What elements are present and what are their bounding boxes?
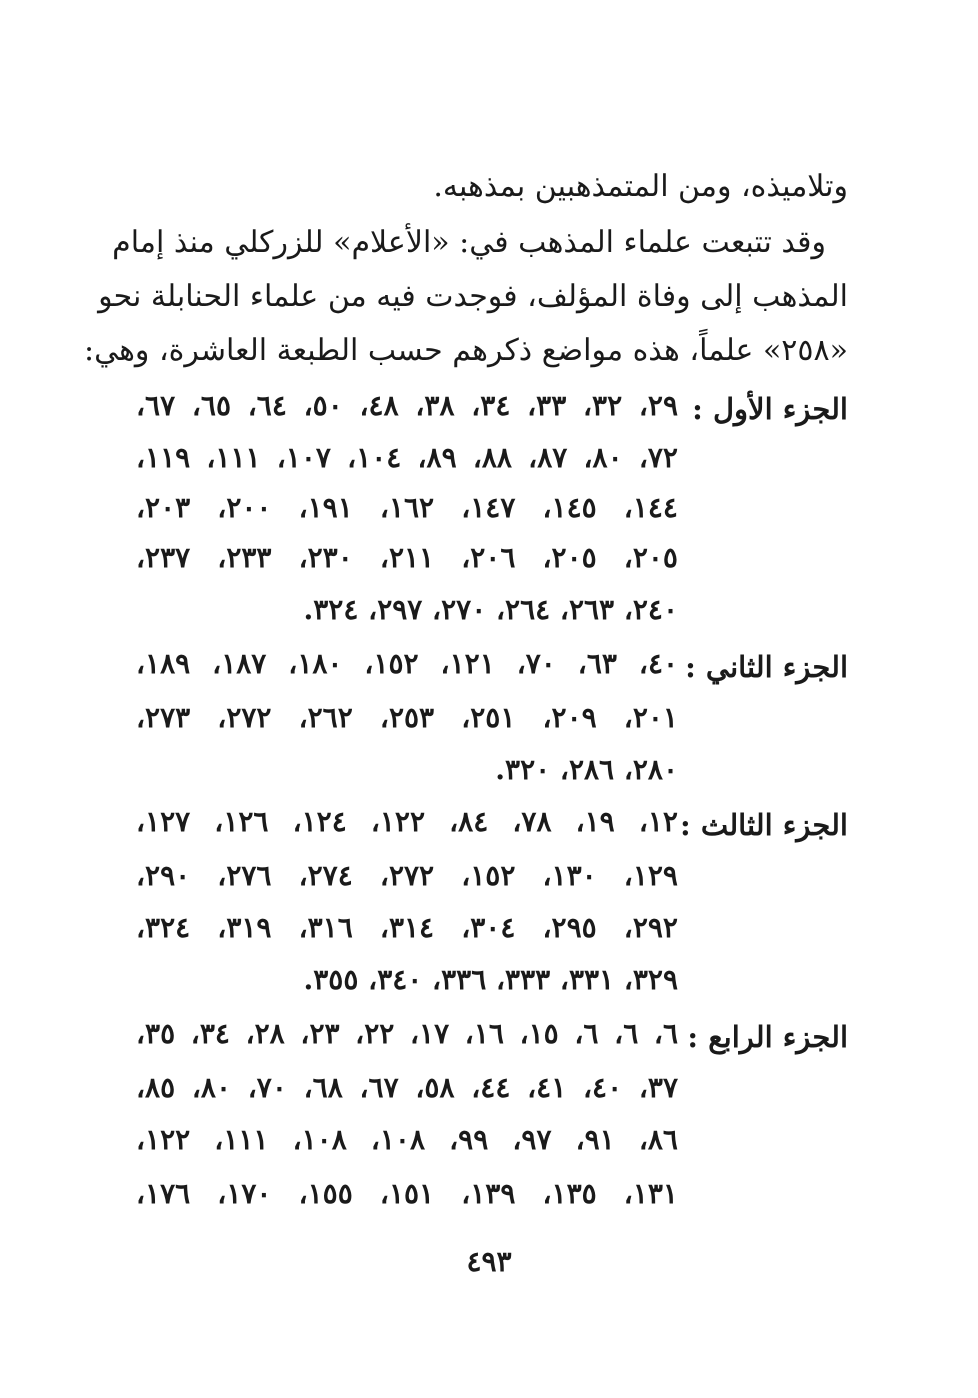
volume-4-line: ٣٧، ٤٠، ٤١، ٤٤، ٥٨، ٦٧، ٦٨، ٧٠، ٨٠، ٨٥، [136,1071,678,1104]
volume-4-line: ٨٦، ٩١، ٩٧، ٩٩، ١٠٨، ١٠٨، ١١١، ١٢٢، [136,1123,678,1156]
volume-1-line: ١٤٤، ١٤٥، ١٤٧، ١٦٢، ١٩١، ٢٠٠، ٢٠٣، [136,491,678,524]
paragraph-line-2: المذهب إلى وفاة المؤلف، فوجدت فيه من علماء الحنابلة نحو [98,279,848,314]
volume-1-line: ٢٤٠، ٢٦٣، ٢٦٤، ٢٧٠، ٢٩٧، ٣٢٤. [303,593,678,626]
volume-4-line: ١٣١، ١٣٥، ١٣٩، ١٥١، ١٥٥، ١٧٠، ١٧٦، [136,1177,678,1210]
volume-3-line: ٢٩٢، ٢٩٥، ٣٠٤، ٣١٤، ٣١٦، ٣١٩، ٣٢٤، [136,911,678,944]
volume-3-line: ٣٢٩، ٣٣١، ٣٣٣، ٣٣٦، ٣٤٠، ٣٥٥. [303,963,678,996]
volume-1-line: ٢٩، ٣٢، ٣٣، ٣٤، ٣٨، ٤٨، ٥٠، ٦٤، ٦٥، ٦٧، [136,389,678,422]
volume-2-line: ٢٠١، ٢٠٩، ٢٥١، ٢٥٣، ٢٦٢، ٢٧٢، ٢٧٣، [136,701,678,734]
volume-2-line: ٤٠، ٦٣، ٧٠، ١٢١، ١٥٢، ١٨٠، ١٨٧، ١٨٩، [136,647,679,680]
volume-3-line: ١٢٩، ١٣٠، ١٥٢، ٢٧٢، ٢٧٤، ٢٧٦، ٢٩٠، [136,859,678,892]
volume-2-line: ٢٨٠، ٢٨٦، ٣٢٠. [495,753,678,786]
volume-label-3: الجزء الثالث : [680,808,848,842]
page-number: ٤٩٣ [466,1245,512,1278]
volume-label-4: الجزء الرابع : [687,1020,848,1054]
intro-line: وتلاميذه، ومن المتمذهبين بمذهبه. [433,169,848,204]
volume-1-line: ٧٢، ٨٠، ٨٧، ٨٨، ٨٩، ١٠٤، ١٠٧، ١١١، ١١٩، [136,441,678,474]
volume-label-2: الجزء الثاني : [685,650,848,684]
volume-3-line: ١٢، ١٩، ٧٨، ٨٤، ١٢٢، ١٢٤، ١٢٦، ١٢٧، [136,805,678,838]
volume-4-line: ٦، ٦، ٦، ١٥، ١٦، ١٧، ٢٢، ٢٣، ٢٨، ٣٤، ٣٥، [136,1017,678,1050]
paragraph-line-1: وقد تتبعت علماء المذهب في: «الأعلام» للزركلي منذ إمام [112,225,826,260]
volume-1-line: ٢٠٥، ٢٠٥، ٢٠٦، ٢١١، ٢٣٠، ٢٣٣، ٢٣٧، [136,541,678,574]
volume-label-1: الجزء الأول : [692,392,848,426]
paragraph-line-3: «٢٥٨» علماً، هذه مواضع ذكرهم حسب الطبعة العاشرة، وهي: [83,333,848,368]
